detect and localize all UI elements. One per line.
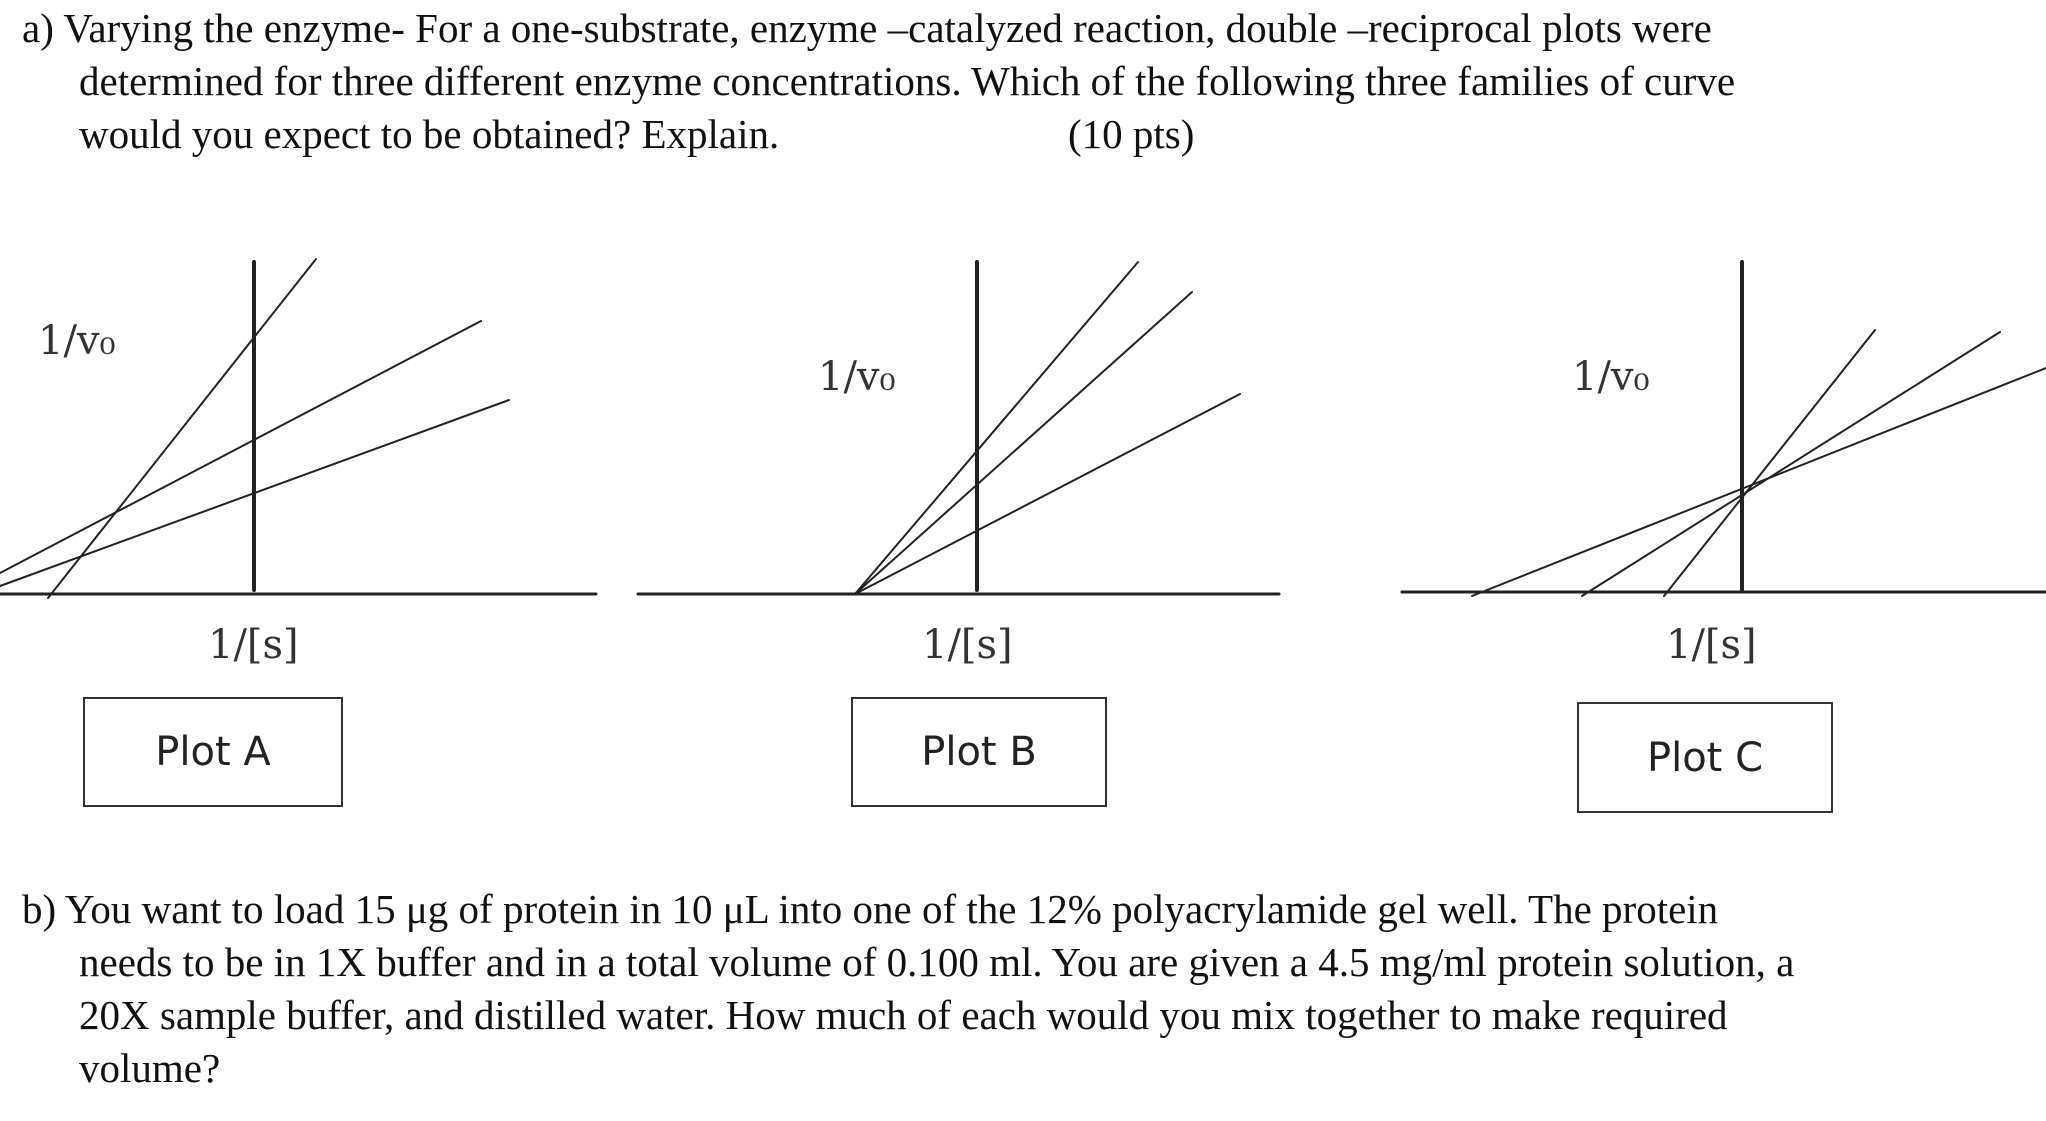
plot-c-x-label: 1/[s] [1666, 622, 1757, 668]
plot-b-line-shallow [855, 394, 1240, 594]
question-b-line-1: b) You want to load 15 μg of protein in 10 μL into one of the 12% polyacrylamide gel well. The protein [22, 886, 1719, 932]
plot-a-label: Plot A [155, 729, 271, 775]
question-a-points: (10 pts) [1068, 111, 1195, 157]
plot-a-y-label: 1/v₀ [38, 318, 116, 364]
question-b-line-3: 20X sample buffer, and distilled water. How much of each would you mix together to make required [79, 992, 1728, 1038]
plot-b-figure [638, 262, 1279, 594]
question-a-line-3: would you expect to be obtained? Explain. [79, 111, 780, 157]
plot-c-line-shallow [1472, 368, 2046, 596]
plot-c-label: Plot C [1646, 734, 1764, 781]
plot-a-x-label: 1/[s] [208, 622, 299, 668]
question-a-line-1: a) Varying the enzyme- For a one-substrate, enzyme –catalyzed reaction, double –reciprocal plots were [22, 5, 1712, 51]
plot-c-figure [1402, 262, 2046, 596]
plot-a-label-box [83, 697, 343, 807]
plot-b-line-steep [855, 262, 1138, 594]
plot-c-label-box [1577, 702, 1833, 813]
plot-b-label-box [851, 697, 1107, 807]
question-b [22, 883, 2012, 1095]
plot-b-line-middle [855, 292, 1192, 594]
plot-b-y-label: 1/v₀ [818, 354, 896, 400]
plot-b-label: Plot B [921, 729, 1037, 775]
plot-c-y-label: 1/v₀ [1572, 354, 1650, 400]
plot-c-line-steep [1664, 330, 1875, 596]
question-a-line-2: determined for three different enzyme concentrations. Which of the following three families of curve [79, 58, 1736, 104]
question-b-line-4: volume? [79, 1045, 221, 1091]
question-b-line-2: needs to be in 1X buffer and in a total volume of 0.100 ml. You are given a 4.5 mg/ml protein solution, a [79, 939, 1795, 985]
plot-b-x-label: 1/[s] [922, 622, 1013, 668]
plot-a-figure [0, 259, 596, 598]
